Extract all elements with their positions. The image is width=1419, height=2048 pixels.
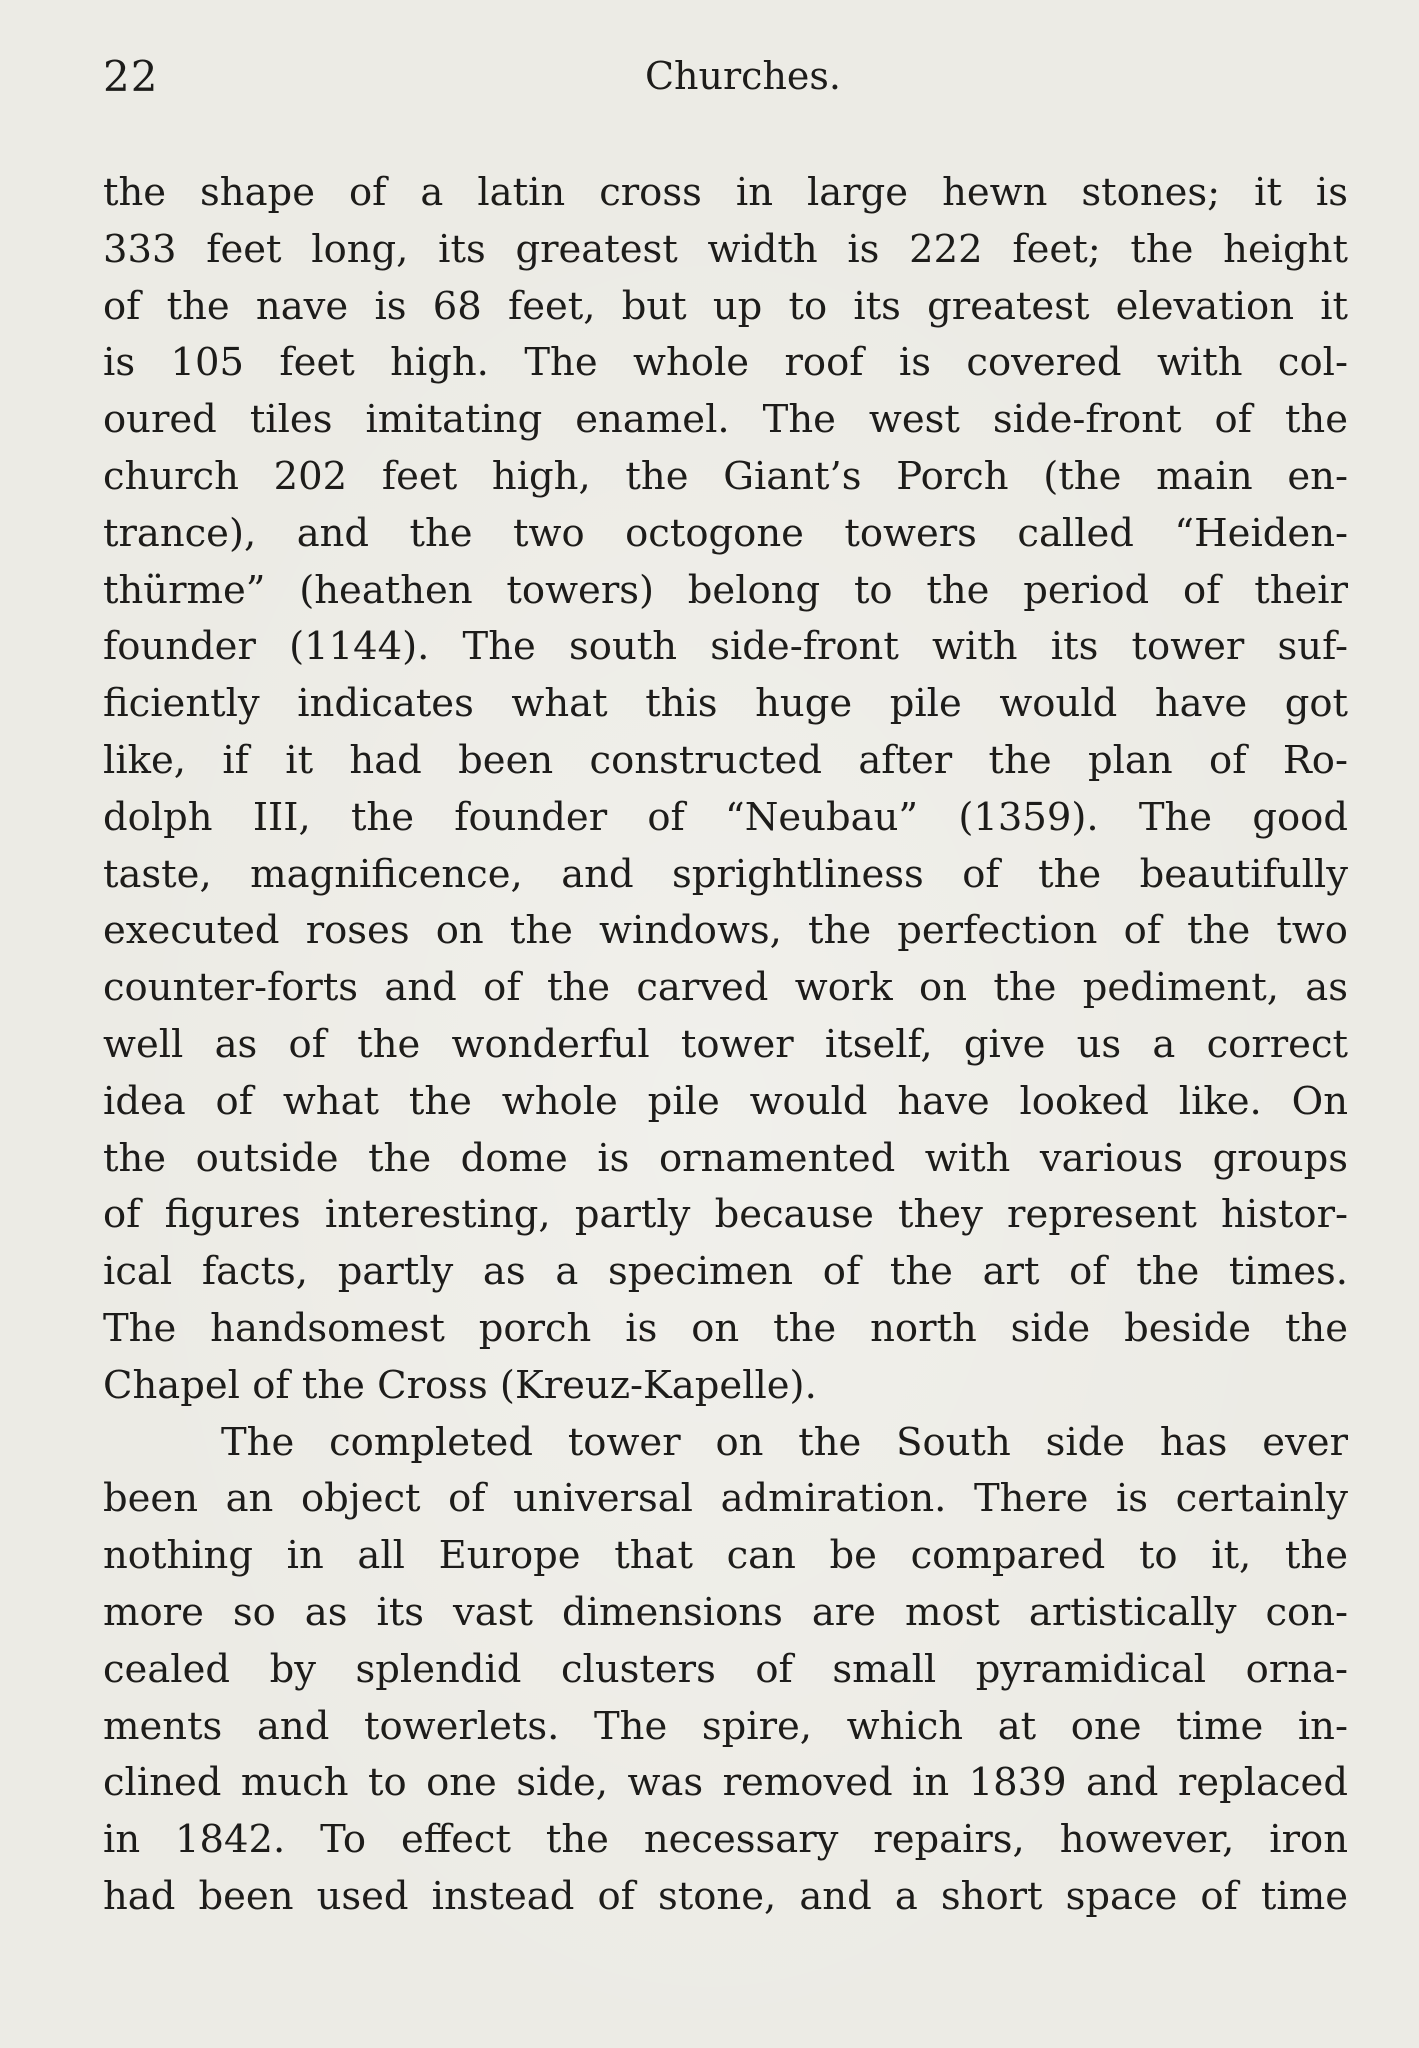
text-line: counter-forts and of the carved work on the pediment, as [103,965,1348,1011]
text-line: clined much to one side, was removed in 1839 and replaced [103,1760,1348,1806]
text-line: of figures interesting, partly because they represent histor- [103,1192,1348,1238]
text-line: oured tiles imitating enamel. The west side-front of the [103,397,1348,443]
text-line: had been used instead of stone, and a short space of time [103,1873,1348,1919]
text-line: is 105 feet high. The whole roof is covered with col- [103,340,1348,386]
text-line: idea of what the whole pile would have looked like. On [103,1078,1348,1124]
text-line: dolph III, the founder of “Neubau” (1359). The good [103,794,1348,840]
text-line: the shape of a latin cross in large hewn stones; it is [103,170,1348,215]
body-text [103,165,1348,1926]
text-line: well as of the wonderful tower itself, give us a correct [103,1021,1348,1067]
page-number: 22 [103,52,159,101]
running-title: Churches. [644,54,841,98]
text-line: taste, magnificence, and sprightliness of the beautifully [103,851,1348,897]
running-head [103,52,1353,112]
text-line: founder (1144). The south side-front with its tower suf- [103,624,1348,670]
text-line: ical facts, partly as a specimen of the art of the times. [103,1249,1348,1295]
text-line: church 202 feet high, the Giant’s Porch (the main en- [103,453,1348,499]
paragraph-end-line: Chapel of the Cross (Kreuz-Kapelle). [103,1362,817,1408]
text-line: of the nave is 68 feet, but up to its greatest elevation it [103,283,1348,329]
text-line: ficiently indicates what this huge pile would have got [103,681,1348,727]
text-line: nothing in all Europe that can be compared to it, the [103,1533,1348,1579]
text-line: cealed by splendid clusters of small pyramidical orna- [103,1646,1348,1692]
text-line: the outside the dome is ornamented with various groups [103,1135,1348,1181]
text-line: in 1842. To effect the necessary repairs, however, iron [103,1817,1348,1863]
text-line: more so as its vast dimensions are most artistically con- [103,1589,1348,1635]
text-line: The handsomest porch is on the north side beside the [103,1305,1348,1351]
text-line: trance), and the two octogone towers called “Heiden- [103,510,1348,556]
text-line: executed roses on the windows, the perfection of the two [103,908,1348,954]
text-line: thürme” (heathen towers) belong to the period of their [103,567,1348,613]
text-line: 333 feet long, its greatest width is 222 feet; the height [103,226,1348,272]
paragraph-start-line: The completed tower on the South side has ever [221,1419,1348,1465]
text-line: ments and towerlets. The spire, which at one time in- [103,1703,1348,1749]
text-line: like, if it had been constructed after the plan of Ro- [103,737,1348,783]
text-line: been an object of universal admiration. There is certainly [103,1476,1348,1522]
